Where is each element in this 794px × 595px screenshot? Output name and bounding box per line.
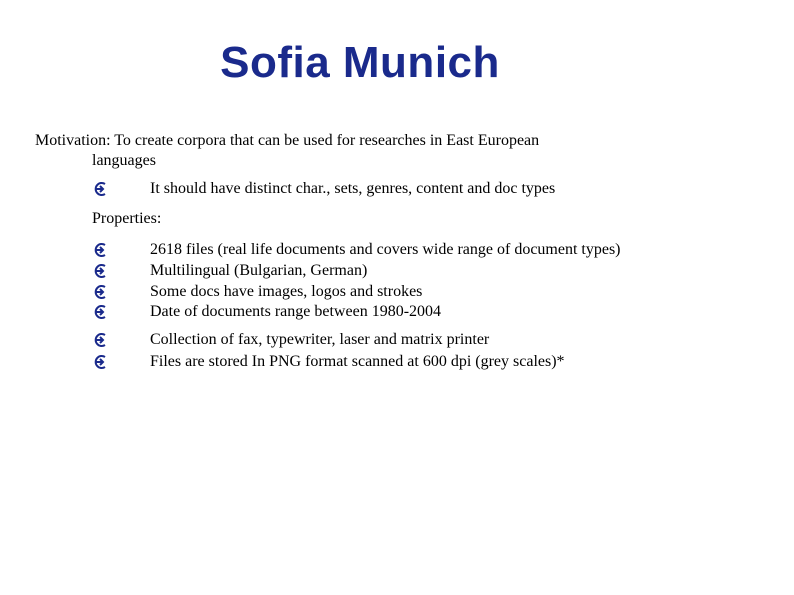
- curved-arrow-icon: [92, 263, 112, 279]
- property-bullet-label: Some docs have images, logos and strokes: [150, 283, 423, 300]
- curved-arrow-icon: [92, 181, 112, 197]
- property-bullet: [92, 241, 621, 259]
- curved-arrow-icon: [92, 242, 112, 258]
- motivation-text-line1: Motivation: To create corpora that can be used for researches in East European: [35, 132, 540, 149]
- properties-heading: Properties:: [92, 210, 162, 227]
- motivation-bullet-label: It should have distinct char., sets, genres, content and doc types: [150, 180, 556, 197]
- property-bullet: [92, 331, 489, 349]
- property-bullet-label: Collection of fax, typewriter, laser and matrix printer: [150, 331, 490, 348]
- motivation-text-line2: languages: [92, 152, 156, 169]
- property-bullet: [92, 303, 441, 321]
- property-bullet: [92, 283, 422, 301]
- curved-arrow-icon: [92, 332, 112, 348]
- property-bullet: [92, 262, 367, 280]
- property-bullet-label: Multilingual (Bulgarian, German): [150, 262, 368, 279]
- slide-title: Sofia Munich: [220, 38, 500, 87]
- property-bullet-label: Files are stored In PNG format scanned at 600 dpi (grey scales)*: [150, 353, 565, 370]
- property-bullet-label: Date of documents range between 1980-2004: [150, 303, 442, 320]
- curved-arrow-icon: [92, 284, 112, 300]
- curved-arrow-icon: [92, 304, 112, 320]
- curved-arrow-icon: [92, 354, 112, 370]
- property-bullet-label: 2618 files (real life documents and covers wide range of document types): [150, 241, 621, 258]
- motivation-bullet: [92, 180, 555, 198]
- property-bullet: [92, 353, 565, 371]
